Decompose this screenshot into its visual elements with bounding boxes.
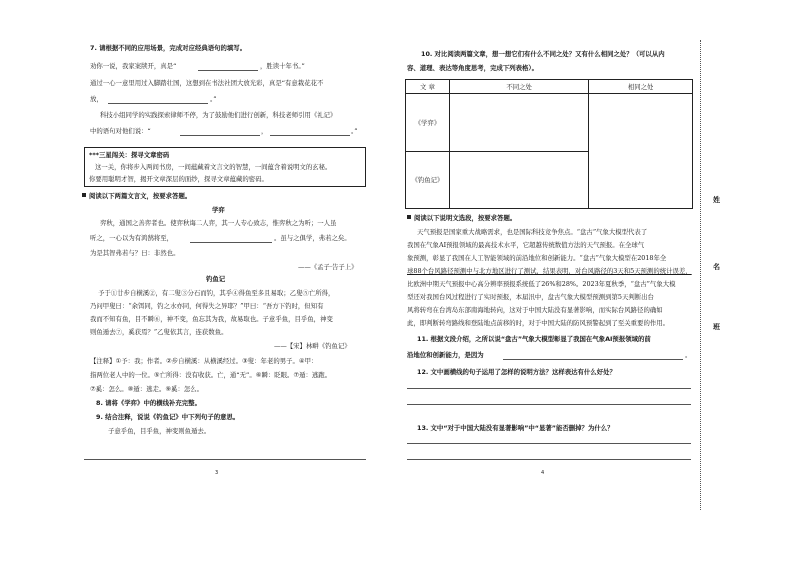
q7-title: 7. 请根据不同的应用场景，完成对应经典语句的填写。 bbox=[90, 44, 247, 52]
q7-line3-a: 放， bbox=[90, 95, 103, 103]
table-row-diaoyuji: 《钓鱼记》 bbox=[406, 151, 450, 209]
notes-line3: ⑦奚：怎么。⑧遁：逃走。⑨奚：怎么。 bbox=[90, 385, 204, 393]
passage-line1: 天气预报是国家重大战略需求，也是国际科技竞争焦点。“盘古”气象大模型代表了 bbox=[417, 228, 648, 236]
left-page bbox=[78, 0, 378, 561]
essay1-line3: 为是其智弗若与？曰：非然也。 bbox=[90, 249, 180, 257]
table-cell-diaoyuji-diff[interactable] bbox=[449, 151, 588, 209]
essay2-source: ——【宋】林畊《钓鱼记》 bbox=[274, 342, 351, 350]
essay1-blank[interactable] bbox=[190, 242, 272, 243]
q7-line5-a: 中的语句对他们说：“ bbox=[90, 127, 151, 135]
q13-answer-line-2[interactable] bbox=[407, 459, 691, 460]
q13: 13. 文中“对于中国大陆没有显著影响”中“显著”能否删掉？为什么？ bbox=[417, 424, 614, 432]
essay2-line2: 乃问甲叟曰：“余饵同，钓之水亦同，何得失之异耶？”甲曰：“吾方下钓时，但知有 bbox=[90, 302, 324, 310]
table-header-similarities: 相同之处 bbox=[589, 80, 693, 94]
essay1-line2-a: 听之，一心以为有鸿鹄将至， bbox=[90, 234, 174, 242]
binding-line bbox=[700, 40, 701, 510]
q7-blank-4[interactable] bbox=[270, 135, 350, 136]
q13-answer-line-1[interactable] bbox=[407, 443, 691, 444]
q12-answer-line-2[interactable] bbox=[407, 404, 691, 405]
essay1-line2-b: 。虽与之俱学，弗若之矣。 bbox=[274, 234, 351, 242]
right-page bbox=[403, 0, 693, 561]
q7-line5-b: ， bbox=[261, 127, 268, 135]
table-header-article: 文 章 bbox=[406, 80, 450, 94]
table-header-differences: 不同之处 bbox=[449, 80, 588, 94]
page-number-left: 3 bbox=[215, 470, 219, 476]
q9-sentence: 子意乎鱼，目乎鱼，神变则鱼遁去。 bbox=[108, 427, 211, 435]
essay1-line1: 弈秋，通国之善弈者也。使弈秋诲二人弈，其一人专心致志，惟弈秋之为听；一人虽 bbox=[100, 219, 337, 227]
q7-line3-b: 。” bbox=[210, 95, 217, 103]
q7-line1-b: ，胜读十年书。” bbox=[260, 62, 305, 70]
q11-blank[interactable] bbox=[503, 359, 683, 360]
q7-blank-1[interactable] bbox=[198, 70, 258, 71]
reading1-title: 阅读以下两篇文言文，按要求答题。 bbox=[82, 192, 191, 200]
q7-line5-c: 。” bbox=[351, 127, 358, 135]
q12: 12. 文中画横线的句子运用了怎样的说明方法？这样表达有什么好处？ bbox=[417, 368, 616, 376]
passage-line3: 象预测，彰显了我国在人工智能领域的前沿地位和创新能力。“盘古”气象大模型在2018年全 bbox=[407, 254, 667, 262]
q8: 8. 请将《学弈》中的横线补充完整。 bbox=[96, 399, 201, 407]
essay1-source: ——《孟子·告子上》 bbox=[298, 263, 358, 271]
square-bullet-icon bbox=[82, 193, 86, 197]
q11-line1: 11. 根据文段介绍，之所以说“盘古”气象大模型彰显了我国在气象AI预报领域的前 bbox=[417, 335, 651, 343]
table-cell-similarities[interactable] bbox=[589, 94, 693, 209]
q9-answer-line[interactable] bbox=[84, 459, 366, 460]
margin-label-2: 名 bbox=[713, 263, 720, 271]
q7-line2: 通过一心一意里用过入脚踏壮国，这想到在书法社团大放光彩，真是“有意栽花花不 bbox=[90, 79, 324, 87]
q10-line1: 10. 对比阅读两篇文章，想一想它们有什么不同之处？又有什么相同之处？（可以从内 bbox=[421, 50, 665, 58]
margin-label-1: 姓 bbox=[713, 196, 720, 204]
q11-end: 。 bbox=[685, 351, 692, 359]
essay2-line3: 我而不知有鱼，目不瞬⑥，神不变，鱼忘其为我，故易取也。子意乎鱼，目乎鱼，神变 bbox=[90, 315, 333, 323]
section3-title: ***三星闯关：探寻文章密码 bbox=[89, 151, 170, 159]
comparison-table bbox=[405, 79, 693, 209]
section3-line1: 这一关，你将步入两间书房，一间蕴藏着文言文的智慧，一间蕴含着说明文的玄秘。 bbox=[95, 163, 332, 171]
q7-blank-3[interactable] bbox=[180, 135, 260, 136]
table-cell-xueyi-diff[interactable] bbox=[449, 94, 588, 152]
passage-line7: 风将转弯在台湾岛东部南海地转向，这对于中国大陆没有显著影响，而实际台风路径的确如 bbox=[407, 306, 663, 314]
essay2-line1: 予于①廿步自横溪②，有二叟③分石而钓，其乎④得鱼至多且易取；乙叟⑤亡所得， bbox=[98, 289, 335, 297]
section3-line2: 你要用聪明才智，揭开文章深层的面纱，探寻文章蕴藏的密码。 bbox=[89, 175, 268, 183]
passage-line6: 型还对我国台风过程进行了实时预报，本届汛中，盘古气象大模型预测到第5天判断出台 bbox=[407, 293, 654, 301]
essay1-title: 学弈 bbox=[212, 206, 225, 214]
notes-line1: 【注释】①予：我；作者。②步自横溪：从横溪经过。③叟：年老的男子。④甲： bbox=[90, 357, 318, 365]
section3-box bbox=[84, 147, 366, 187]
notes-line2: 指两位老人中的一位。⑤亡所得：没有收获。亡，通“无”。⑥瞬：眨眼。⑦遁：逃跑。 bbox=[90, 371, 332, 379]
table-row-xueyi: 《学弈》 bbox=[406, 94, 450, 152]
q9: 9. 结合注释，说说《钓鱼记》中下列句子的意思。 bbox=[96, 413, 240, 421]
essay2-line4: 则鱼遁去⑦，奚获焉？”乙叟依其言，连获数鱼。 bbox=[90, 328, 228, 336]
q7-blank-2[interactable] bbox=[108, 103, 208, 104]
passage-line2: 我国在气象AI预报领域的最高技术水平，它超越传统数值方法的天气预报。在全球气 bbox=[407, 241, 645, 249]
passage-line5: 比欧洲中期天气预报中心高分辨率预报系统低了26%和28%。2023年夏秋季，“盘古”气象大模 bbox=[407, 280, 676, 288]
passage-line8: 此，即判断转弯路线和登陆地点前移的时，对于中国大陆的防风预警起到了至关重要的作用。 bbox=[407, 319, 670, 327]
margin-label-3: 班 bbox=[713, 323, 720, 331]
passage-line4-underlined: 球88个台风路径预测中与北方地区进行了测试，结果表明，对台风路径的3天和5天预测的统计误差， bbox=[407, 267, 692, 275]
q7-line1-a: 劝你一说，我家案牍开，真是“ bbox=[90, 62, 177, 70]
q12-answer-line-1[interactable] bbox=[407, 388, 691, 389]
q7-line4: 科技小组同学的实践探索律师不停，为了鼓励他们进行创新，科技老师引用《礼记》 bbox=[100, 111, 337, 119]
q10-line2: 容、道理、表达等角度思考，完成下列表格）。 bbox=[407, 64, 539, 72]
essay2-title: 钓鱼记 bbox=[206, 275, 226, 283]
square-bullet-icon bbox=[407, 215, 411, 219]
reading2-title: 阅读以下说明文选段，按要求答题。 bbox=[407, 214, 516, 222]
page-number-right: 4 bbox=[541, 470, 545, 476]
q11-line2: 沿地位和创新能力，是因为 bbox=[407, 351, 484, 359]
